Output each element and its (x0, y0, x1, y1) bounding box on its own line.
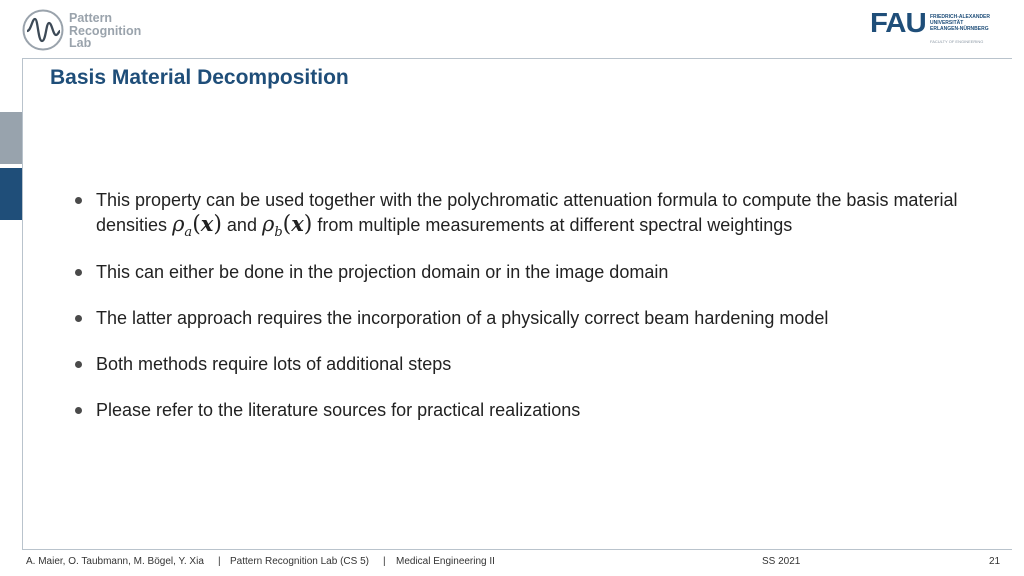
subscript-b: b (274, 225, 283, 241)
side-tab-grey (0, 112, 22, 164)
prl-logo-line: Pattern (69, 11, 113, 25)
subscript-a: a (184, 225, 193, 241)
bullet-item: The latter approach requires the incorporation of a physically correct beam hardening model (74, 306, 1004, 330)
prl-logo-line: Lab (69, 36, 92, 50)
fau-logo-university (930, 14, 1010, 32)
fau-logo (870, 9, 1010, 49)
bullet-text: from multiple measurements at different spectral weightings (317, 215, 793, 235)
footer-course: Medical Engineering II (396, 556, 495, 567)
footer-term: SS 2021 (762, 556, 801, 567)
x-vector: x (291, 211, 304, 236)
bullet-text: This property can be used together with the polychromatic attenuation formula to compute the basis material densities (96, 190, 958, 235)
fau-logo-line: FRIEDRICH-ALEXANDER (930, 14, 990, 20)
x-vector: x (200, 211, 214, 236)
rho-a-formula: $\rho_a(x)$ (172, 211, 222, 241)
fau-logo-line: UNIVERSITÄT (930, 20, 964, 26)
header-divider (22, 58, 1012, 59)
footer-authors: A. Maier, O. Taubmann, M. Bögel, Y. Xia (26, 556, 204, 567)
rho-symbol: ρ (172, 212, 185, 236)
bullet-list (74, 188, 1004, 422)
rho-symbol: ρ (261, 212, 275, 236)
footer-divider (22, 549, 1012, 550)
bullet-item: This can either be done in the projection domain or in the image domain (74, 260, 1004, 284)
fau-logo-word: FAU (870, 7, 926, 38)
footer-separator: | (218, 556, 221, 567)
fau-logo-line: ERLANGEN-NÜRNBERG (930, 26, 989, 32)
page-number: 21 (989, 556, 1001, 567)
frame-left-border (22, 59, 23, 549)
bullet-item: Both methods require lots of additional steps (74, 352, 1004, 376)
pattern-recognition-lab-logo (22, 9, 152, 53)
fau-logo-faculty: FACULTY OF ENGINEERING (930, 39, 984, 44)
side-tab-blue (0, 168, 22, 220)
prl-logo-line: Recognition (69, 23, 142, 38)
footer-lab: Pattern Recognition Lab (CS 5) (230, 556, 369, 567)
prl-logo-text (69, 12, 159, 50)
slide-title: Basis Material Decomposition (50, 66, 349, 89)
bullet-text-and: and (226, 215, 257, 235)
footer-separator: | (383, 556, 386, 567)
rho-b-formula: $\rho_b(x)$ (261, 211, 313, 241)
bullet-item: Please refer to the literature sources for practical realizations (74, 398, 1004, 422)
slide-header (0, 0, 1024, 58)
slide-footer (26, 556, 1006, 570)
bullet-item (74, 188, 1004, 245)
prl-logo-icon (22, 9, 64, 51)
